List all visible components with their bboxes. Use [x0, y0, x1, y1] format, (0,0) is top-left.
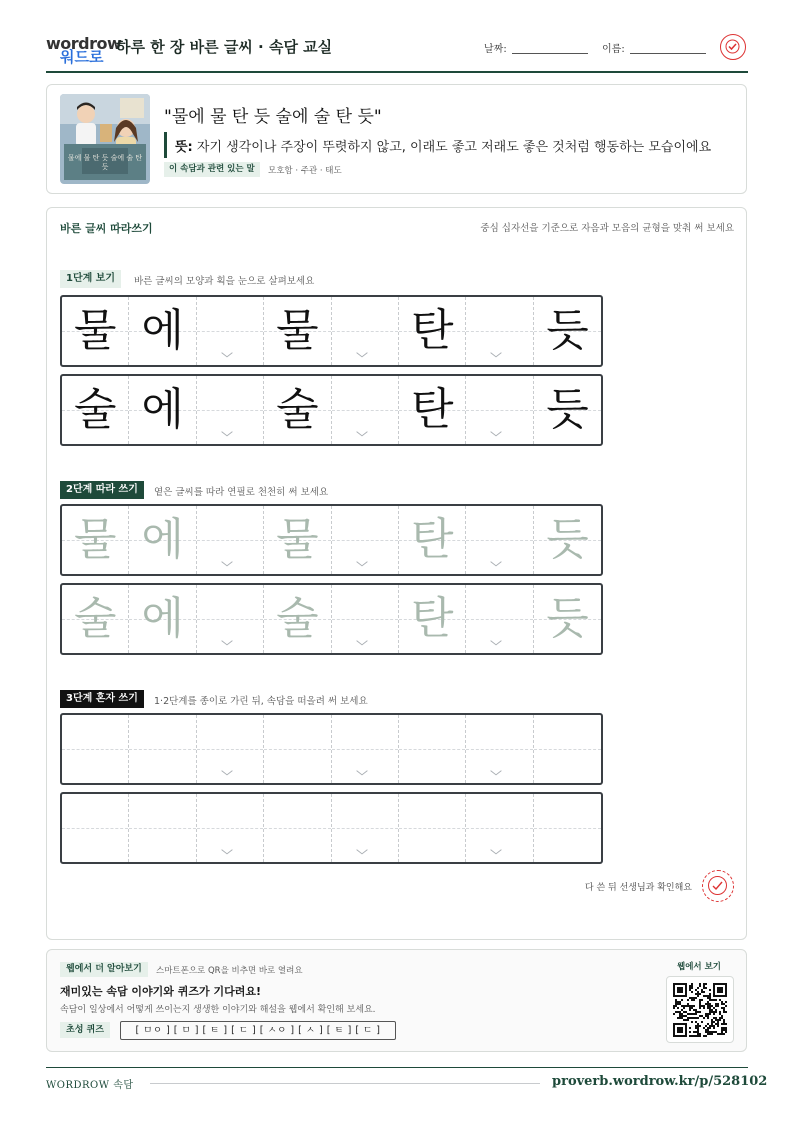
grid-cell [332, 794, 399, 862]
grid-cell [197, 376, 264, 444]
chevron-down-icon [356, 428, 368, 440]
hangul-character: 듯 [546, 593, 589, 644]
blank-writing-row[interactable] [60, 792, 603, 864]
chevron-down-icon [490, 428, 502, 440]
hangul-character: 에 [141, 593, 184, 644]
hangul-character: 듯 [546, 514, 589, 565]
hangul-character: 듯 [546, 305, 589, 356]
hangul-character: 술 [73, 384, 117, 435]
hangul-character: 에 [141, 305, 184, 356]
quiz-label: 초성 퀴즈 [60, 1022, 110, 1038]
hangul-character: 에 [141, 514, 184, 565]
chevron-down-icon [490, 558, 502, 570]
teacher-stamp-icon [702, 870, 734, 902]
step1-badge: 1단계 보기 [60, 270, 121, 288]
grid-cell [264, 376, 331, 444]
chevron-down-icon [221, 428, 233, 440]
grid-cell [399, 715, 466, 783]
related-words: 모호함 · 주관 · 태도 [268, 166, 342, 176]
chevron-down-icon [221, 767, 233, 779]
step2-desc: 옅은 글씨를 따라 연필로 천천히 써 보세요 [154, 487, 329, 498]
web-more-tag: 웹에서 더 알아보기 [60, 962, 148, 977]
grid-cell [534, 585, 601, 653]
chevron-down-icon [356, 846, 368, 858]
grid-cell [466, 794, 533, 862]
grid-cell [129, 506, 196, 574]
grid-cell [264, 506, 331, 574]
chevron-down-icon [356, 558, 368, 570]
step1-desc: 바른 글씨의 모양과 획을 눈으로 살펴보세요 [134, 276, 315, 287]
hangul-character: 탄 [410, 384, 454, 435]
chevron-down-icon [490, 637, 502, 649]
grid-cell [197, 297, 264, 365]
grid-cell [466, 715, 533, 783]
chosung-quiz: [ ㅁㅇ ] [ ㅁ ] [ ㅌ ] [ ㄷ ] [ ㅅㅇ ] [ ㅅ ] [ ㅌ ] [ ㄷ ] [120, 1021, 396, 1040]
grid-cell [129, 376, 196, 444]
grid-cell [62, 297, 129, 365]
blank-writing-row[interactable] [60, 713, 603, 785]
grid-cell [129, 297, 196, 365]
model-row [60, 295, 603, 367]
grid-cell [62, 506, 129, 574]
grid-cell [62, 794, 129, 862]
grid-cell [399, 297, 466, 365]
hangul-character: 술 [276, 384, 319, 435]
grid-cell [399, 794, 466, 862]
grid-cell [399, 376, 466, 444]
hangul-character: 탄 [410, 305, 454, 356]
done-note: 다 쓴 뒤 선생님과 확인해요 [584, 883, 692, 893]
grid-cell [534, 506, 601, 574]
grid-cell [197, 585, 264, 653]
meaning-text: 자기 생각이나 주장이 뚜렷하지 않고, 이래도 좋고 저래도 좋은 것처럼 행동하는 모습이에요 [192, 140, 712, 155]
footer-divider [150, 1083, 540, 1084]
grid-cell [534, 376, 601, 444]
grid-cell [197, 794, 264, 862]
page-title: 하루 한 장 바른 글씨 · 속담 교실 [116, 38, 333, 56]
chevron-down-icon [221, 846, 233, 858]
grid-cell [62, 376, 129, 444]
grid-cell [264, 715, 331, 783]
grid-cell [62, 585, 129, 653]
web-description: 속담이 일상에서 어떻게 쓰이는지 생생한 이야기와 해설을 웹에서 확인해 보세요. [60, 1005, 376, 1015]
chevron-down-icon [356, 767, 368, 779]
thumbnail-caption: 물에 물 탄 듯 술에 술 탄 듯 [67, 154, 143, 171]
grid-cell [129, 794, 196, 862]
check-seal-icon [720, 34, 746, 60]
chevron-down-icon [490, 349, 502, 361]
hangul-character: 술 [73, 593, 117, 644]
qr-label: 웹에서 보기 [676, 962, 721, 972]
web-more-note: 스마트폰으로 QR을 비추면 바로 열려요 [156, 966, 303, 976]
model-row [60, 374, 603, 446]
footer-rule [46, 1067, 748, 1068]
proverb-illustration [60, 94, 150, 184]
qr-code[interactable] [666, 976, 734, 1043]
grid-cell [534, 715, 601, 783]
grid-cell [332, 715, 399, 783]
chevron-down-icon [356, 349, 368, 361]
grid-cell [466, 585, 533, 653]
grid-cell [264, 794, 331, 862]
step2-badge: 2단계 따라 쓰기 [60, 481, 144, 499]
hangul-character: 에 [141, 384, 184, 435]
hangul-character: 물 [276, 305, 319, 356]
chevron-down-icon [356, 637, 368, 649]
hangul-character: 술 [276, 593, 319, 644]
grid-cell [264, 585, 331, 653]
footer-brand: WORDROW 속담 [46, 1080, 134, 1091]
grid-cell [332, 376, 399, 444]
header-rule [46, 71, 748, 73]
grid-cell [264, 297, 331, 365]
chevron-down-icon [221, 349, 233, 361]
hangul-character: 듯 [546, 384, 589, 435]
hangul-character: 물 [73, 305, 117, 356]
grid-cell [466, 297, 533, 365]
hangul-character: 탄 [410, 514, 454, 565]
meaning-label: 뜻: [175, 140, 193, 155]
related-words-tag: 이 속담과 관련 있는 말 [164, 162, 260, 177]
trace-row [60, 504, 603, 576]
chevron-down-icon [221, 637, 233, 649]
meaning-accent-bar [164, 132, 167, 158]
proverb-text: "물에 물 탄 듯 술에 술 탄 듯" [164, 107, 382, 127]
grid-cell [129, 585, 196, 653]
grid-cell [332, 506, 399, 574]
step3-desc: 1·2단계를 종이로 가린 뒤, 속담을 떠올려 써 보세요 [154, 696, 368, 707]
grid-cell [197, 715, 264, 783]
name-field[interactable] [630, 53, 706, 54]
proverb-meaning [175, 136, 711, 155]
date-field[interactable] [512, 53, 588, 54]
web-headline: 재미있는 속담 이야기와 퀴즈가 기다려요! [60, 985, 261, 998]
chevron-down-icon [221, 558, 233, 570]
grid-cell [399, 585, 466, 653]
name-label: 이름: [602, 44, 625, 55]
grid-cell [332, 297, 399, 365]
hangul-character: 탄 [410, 593, 454, 644]
trace-row [60, 583, 603, 655]
chevron-down-icon [490, 767, 502, 779]
practice-note: 중심 십자선을 기준으로 자음과 모음의 균형을 맞춰 써 보세요 [480, 223, 734, 234]
wordrow-logo: wordrow 워드로 [46, 34, 122, 66]
step3-badge: 3단계 혼자 쓰기 [60, 690, 144, 708]
grid-cell [62, 715, 129, 783]
date-label: 날짜: [484, 44, 507, 55]
grid-cell [534, 297, 601, 365]
hangul-character: 물 [276, 514, 319, 565]
grid-cell [466, 376, 533, 444]
grid-cell [466, 506, 533, 574]
grid-cell [197, 506, 264, 574]
grid-cell [399, 506, 466, 574]
grid-cell [332, 585, 399, 653]
grid-cell [534, 794, 601, 862]
chevron-down-icon [490, 846, 502, 858]
practice-title: 바른 글씨 따라쓰기 [60, 222, 153, 235]
footer-url[interactable]: proverb.wordrow.kr/p/528102 [552, 1074, 768, 1089]
hangul-character: 물 [73, 514, 117, 565]
grid-cell [129, 715, 196, 783]
